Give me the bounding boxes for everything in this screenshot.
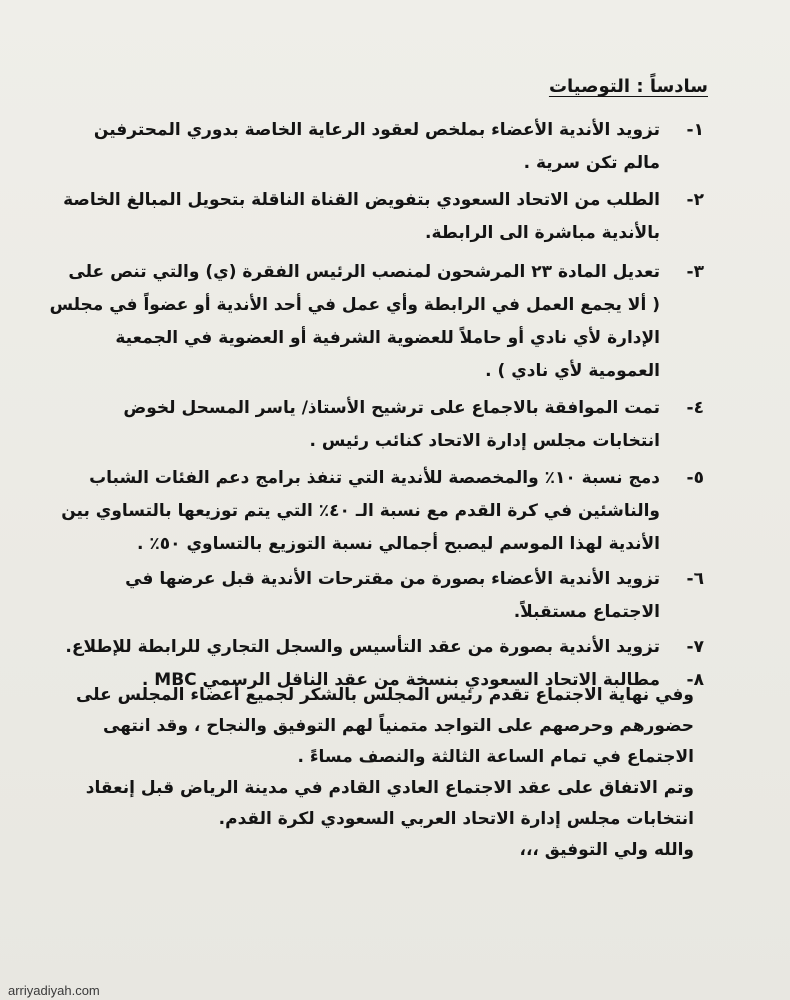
item-text-line: العمومية لأي نادي ) . bbox=[485, 361, 660, 381]
item-text-line: بالأندية مباشرة الى الرابطة. bbox=[425, 223, 660, 243]
item-text-line: الاجتماع مستقبلاً. bbox=[513, 602, 660, 622]
closing-paragraph bbox=[75, 680, 694, 866]
item-text-line: الإدارة لأي نادي أو حاملاً للعضوية الشرفية أو العضوية في الجمعية bbox=[115, 328, 660, 348]
closing-line: انتخابات مجلس إدارة الاتحاد العربي السعودي لكرة القدم. bbox=[218, 809, 694, 829]
list-item bbox=[61, 462, 704, 561]
item-text-line: مطالبة الاتحاد السعودي بنسخة من عقد الناقل الرسمي MBC . bbox=[141, 670, 660, 690]
list-item bbox=[93, 114, 704, 180]
item-number: ٢- bbox=[686, 190, 704, 210]
closing-line: الاجتماع في تمام الساعة الثالثة والنصف مساءً . bbox=[297, 747, 694, 767]
item-text-line: والناشئين في كرة القدم مع نسبة الـ ٤٠٪ التي يتم توزيعها بالتساوي بين bbox=[61, 501, 660, 521]
list-item bbox=[98, 563, 704, 629]
item-text-line: تزويد الأندية بصورة من عقد التأسيس والسجل التجاري للرابطة للإطلاع. bbox=[65, 637, 660, 657]
closing-line: والله ولي التوفيق ،،، bbox=[519, 840, 694, 860]
item-number: ٦- bbox=[686, 569, 704, 589]
item-text-line: الطلب من الاتحاد السعودي بتفويض القناة الناقلة بتحويل المبالغ الخاصة bbox=[63, 190, 660, 210]
item-number: ٣- bbox=[686, 262, 704, 282]
item-text-line: ( ألا يجمع العمل في الرابطة وأي عمل في أحد الأندية أو عضواً في مجلس bbox=[49, 295, 660, 315]
item-number: ٥- bbox=[686, 468, 704, 488]
section-title: سادساً : التوصيات bbox=[548, 76, 708, 97]
closing-line: وتم الاتفاق على عقد الاجتماع العادي القادم في مدينة الرياض قبل إنعقاد bbox=[85, 778, 694, 798]
watermark: arriyadiyah.com bbox=[8, 983, 100, 998]
item-number: ٨- bbox=[686, 670, 704, 690]
item-text-line: تزويد الأندية الأعضاء بملخص لعقود الرعاية الخاصة بدوري المحترفين bbox=[93, 120, 660, 140]
item-number: ٤- bbox=[686, 398, 704, 418]
item-text-line: تزويد الأندية الأعضاء بصورة من مقترحات الأندية قبل عرضها في bbox=[125, 569, 660, 589]
item-text-line: انتخابات مجلس إدارة الاتحاد كنائب رئيس . bbox=[309, 431, 660, 451]
item-text-line: تعديل المادة ٢٣ المرشحون لمنصب الرئيس الفقرة (ي) والتي تنص على bbox=[68, 262, 660, 282]
closing-line: وفي نهاية الاجتماع تقدم رئيس المجلس بالشكر لجميع أعضاء المجلس على bbox=[75, 685, 694, 705]
item-number: ١- bbox=[686, 120, 704, 140]
list-item bbox=[65, 631, 704, 664]
item-text-line: الأندية لهذا الموسم ليصبح أجمالي نسبة التوزيع بالتساوي ٥٠٪ . bbox=[137, 534, 660, 554]
recommendations-list bbox=[49, 114, 704, 697]
item-text-line: تمت الموافقة بالاجماع على ترشيح الأستاذ/ ياسر المسحل لخوض bbox=[123, 398, 660, 418]
item-text-line: دمج نسبة ١٠٪ والمخصصة للأندية التي تنفذ برامج دعم الفئات الشباب bbox=[89, 468, 660, 488]
item-number: ٧- bbox=[686, 637, 704, 657]
list-item bbox=[63, 184, 704, 250]
list-item bbox=[98, 392, 704, 458]
item-text-line: مالم تكن سرية . bbox=[523, 153, 660, 173]
list-item bbox=[49, 256, 704, 388]
closing-line: حضورهم وحرصهم على التواجد متمنياً لهم التوفيق والنجاح ، وقد انتهى bbox=[103, 716, 694, 736]
